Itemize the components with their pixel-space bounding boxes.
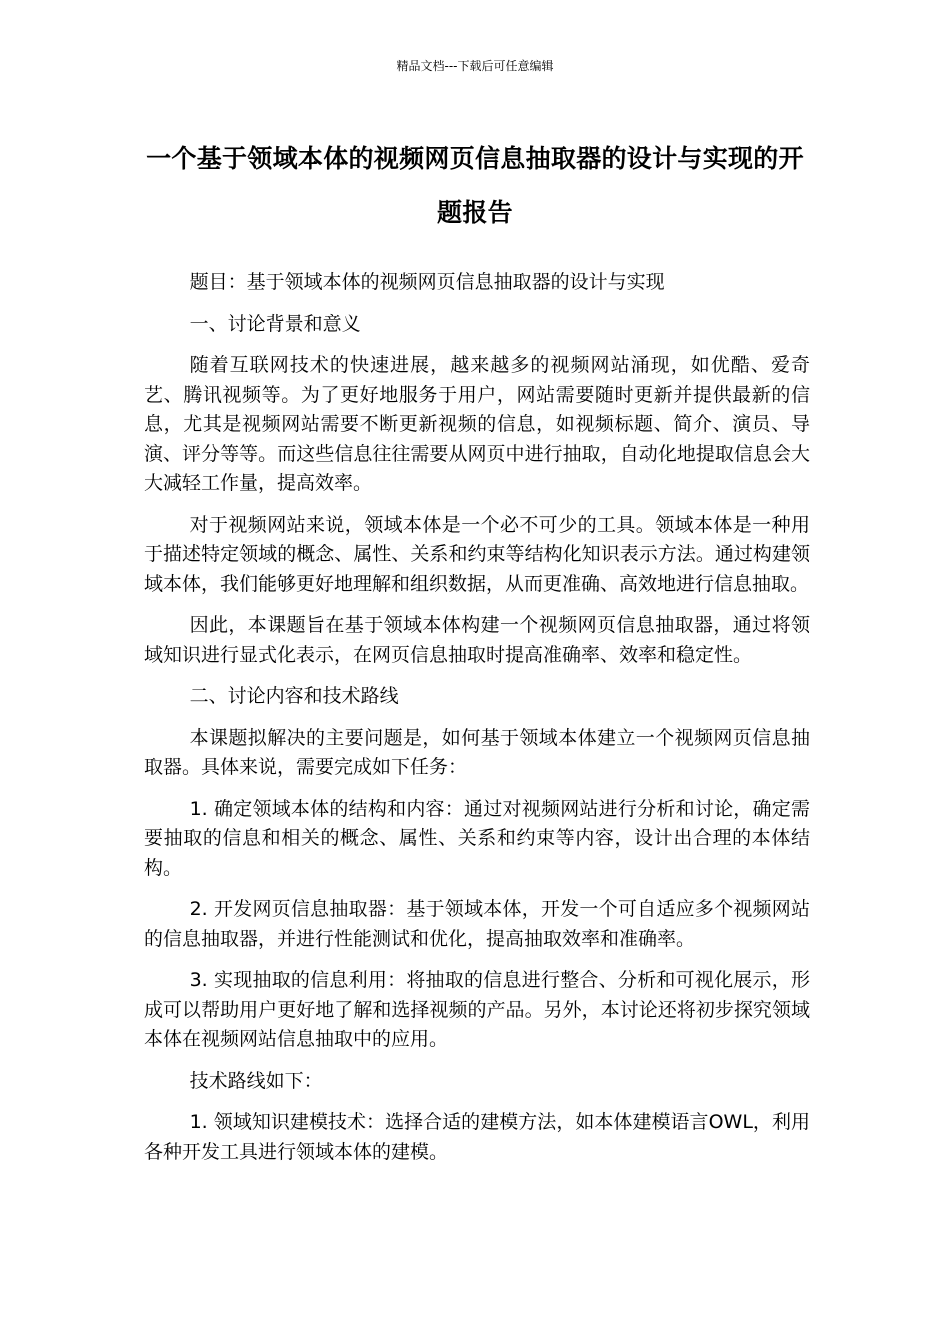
- paragraph-route-intro: 技术路线如下：: [189, 1069, 323, 1092]
- document-title: 一个基于领域本体的视频网页信息抽取器的设计与实现的开题报告: [146, 144, 804, 227]
- document-body: [144, 268, 810, 1179]
- list-item-task-2: 2. 开发网页信息抽取器：基于领域本体，开发一个可自适应多个视频网站的信息抽取器，并进行性能测试和优化，提高抽取效率和准确率。: [144, 898, 810, 950]
- list-item-task-1: 1. 确定领域本体的结构和内容：通过对视频网站进行分析和讨论，确定需要抽取的信息和相关的概念、属性、关系和约束等内容，设计出合理的本体结构。: [144, 797, 810, 879]
- page-header-watermark: 精品文档---下载后可任意编辑: [396, 59, 554, 73]
- paragraph-background-3: 因此，本课题旨在基于领域本体构建一个视频网页信息抽取器，通过将领域知识进行显式化表示，在网页信息抽取时提高准确率、效率和稳定性。: [144, 614, 810, 666]
- paragraph-background-2: 对于视频网站来说，领域本体是一个必不可少的工具。领域本体是一种用于描述特定领域的概念、属性、关系和约束等结构化知识表示方法。通过构建领域本体，我们能够更好地理解和组织数据，从而更准确、高效地进行信息抽取。: [144, 513, 810, 595]
- list-item-route-1: 1. 领域知识建模技术：选择合适的建模方法，如本体建模语言OWL，利用各种开发工具进行领域本体的建模。: [144, 1111, 810, 1163]
- paragraph-background-1: 随着互联网技术的快速进展，越来越多的视频网站涌现，如优酷、爱奇艺、腾讯视频等。为了更好地服务于用户，网站需要随时更新并提供最新的信息，尤其是视频网站需要不断更新视频的信息，如视频标题、简介、演员、导演、评分等等。而这些信息往往需要从网页中进行抽取，自动化地提取信息会大大减轻工作量，提高效率。: [144, 354, 810, 494]
- paragraph-problem: 本课题拟解决的主要问题是，如何基于领域本体建立一个视频网页信息抽取器。具体来说，需要完成如下任务：: [144, 726, 810, 778]
- heading-background: 一、讨论背景和意义: [189, 312, 361, 335]
- paragraph-topic: 题目：基于领域本体的视频网页信息抽取器的设计与实现: [189, 271, 665, 293]
- heading-content-route: 二、讨论内容和技术路线: [189, 685, 399, 707]
- list-item-task-3: 3. 实现抽取的信息利用：将抽取的信息进行整合、分析和可视化展示，形成可以帮助用户更好地了解和选择视频的产品。另外，本讨论还将初步探究领域本体在视频网站信息抽取中的应用。: [144, 969, 810, 1050]
